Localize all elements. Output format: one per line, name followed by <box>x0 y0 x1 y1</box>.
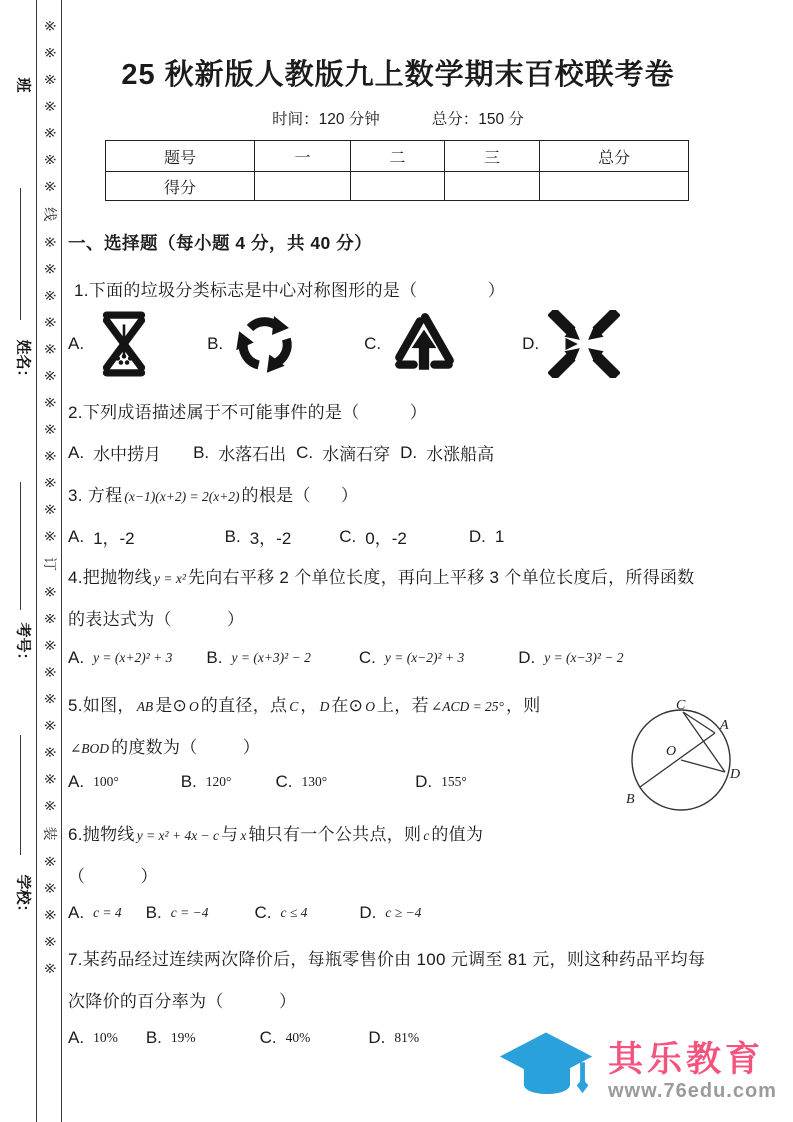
question-7-options <box>68 1028 419 1048</box>
option-b <box>146 903 209 923</box>
question-6-line1 <box>68 820 483 845</box>
option-d <box>415 772 467 792</box>
formula: y = x² <box>153 571 186 586</box>
name-label: 姓名： <box>14 339 32 385</box>
option-text: 水涨船高 <box>426 445 495 464</box>
score-table-header: 三 <box>445 141 540 172</box>
option-text: 0，-2 <box>365 529 407 548</box>
option-b <box>207 313 298 375</box>
question-6-options <box>68 903 421 923</box>
question-text: 的直径，点 <box>200 696 288 715</box>
question-text: 先向右平移 2 个单位长度，再向上平移 3 个单位长度后，所得函数 <box>187 568 695 587</box>
option-d <box>400 440 494 465</box>
score-cell <box>351 172 445 201</box>
option-label: C. <box>364 334 382 353</box>
section-heading: 一、选择题（每小题 4 分，共 40 分） <box>68 233 373 253</box>
option-a <box>68 524 135 549</box>
option-value: 120° <box>205 774 232 789</box>
question-text: 是⊙ <box>155 696 188 715</box>
binding-rule-right <box>61 0 62 1122</box>
option-formula: c ≤ 4 <box>280 905 308 920</box>
option-formula: c ≥ −4 <box>385 905 422 920</box>
option-b <box>225 524 292 549</box>
option-b <box>193 440 286 465</box>
option-a <box>68 1028 118 1048</box>
formula: D <box>319 699 330 714</box>
option-formula: y = (x+2)² + 3 <box>93 650 173 665</box>
class-fill-line <box>20 188 21 320</box>
score-table-header: 一 <box>255 141 351 172</box>
question-4-line1 <box>68 563 695 588</box>
question-text: 的根是（ ） <box>241 486 359 505</box>
question-5-line2 <box>68 733 260 758</box>
option-d <box>518 648 623 668</box>
score-table-header: 题号 <box>106 141 255 172</box>
option-label: D. <box>368 1028 386 1047</box>
formula: ∠BOD <box>70 741 110 756</box>
question-text: 的度数为（ ） <box>111 738 261 757</box>
option-label: A. <box>68 526 85 546</box>
option-label: B. <box>224 526 241 546</box>
formula: C <box>289 699 299 714</box>
question-3-options <box>68 524 504 549</box>
name-fill-line <box>20 482 21 610</box>
option-c <box>339 524 407 549</box>
question-text: ， <box>300 696 318 715</box>
option-a <box>68 648 172 668</box>
option-label: B. <box>193 442 210 462</box>
question-7-line1: 7.某药品经过连续两次降价后，每瓶零售价由 100 元调至 81 元，则这种药品平均每 <box>68 950 706 969</box>
binding-line-band: ※※※※※※※线※※※※※※※※※※※※订※※※※※※※※※装※※※※※ <box>42 20 58 990</box>
recycle-icon <box>232 313 298 375</box>
option-d <box>368 1028 419 1048</box>
option-a <box>68 310 155 378</box>
option-label: D. <box>359 903 377 922</box>
brand-logo <box>496 1030 777 1115</box>
question-4-options <box>68 648 624 668</box>
question-5-options <box>68 772 467 792</box>
formula: y = x² + 4x − c <box>136 828 220 843</box>
option-formula: c = 4 <box>93 905 122 920</box>
point-label-c: C <box>676 700 686 713</box>
score-table-header: 总分 <box>540 141 689 172</box>
option-text: 1 <box>494 526 505 546</box>
option-text: 水滴石穿 <box>322 445 391 464</box>
page-title: 25 秋新版人教版九上数学期末百校联考卷 <box>121 59 675 91</box>
question-text: 在⊙ <box>331 696 364 715</box>
question-text: 6.抛物线 <box>68 825 135 844</box>
exam-no-label: 考号： <box>14 622 32 668</box>
option-label: C. <box>275 772 293 791</box>
option-label: A. <box>68 1028 85 1047</box>
triangle-arrow-icon <box>390 312 458 376</box>
question-text: 5.如图， <box>68 696 135 715</box>
brand-website: www.76edu.com <box>608 1080 777 1103</box>
option-value: 10% <box>93 1030 118 1045</box>
converging-arrows-icon <box>548 310 620 378</box>
exam-no-fill-line <box>20 735 21 855</box>
question-6-line2: （ ） <box>68 867 158 886</box>
formula: x <box>240 828 247 843</box>
option-text: 1，-2 <box>93 529 135 548</box>
circle-diagram <box>618 700 748 820</box>
score-cell <box>445 172 540 201</box>
score-table-header-row <box>106 141 689 172</box>
option-text: 3，-2 <box>249 529 292 548</box>
option-label: C. <box>339 526 357 546</box>
option-value: 155° <box>441 774 467 789</box>
option-label: D. <box>468 526 486 546</box>
formula: O <box>189 699 199 714</box>
option-label: A. <box>68 772 85 791</box>
option-label: A. <box>68 903 85 922</box>
question-text: 4.把抛物线 <box>68 568 152 587</box>
point-label-d: D <box>730 767 741 782</box>
option-label: B. <box>180 772 197 791</box>
option-value: 19% <box>170 1030 196 1045</box>
formula: O <box>365 699 375 714</box>
question-1-text: 1.下面的垃圾分类标志是中心对称图形的是（ ） <box>74 281 506 300</box>
option-b <box>206 648 310 668</box>
score-table <box>105 140 689 201</box>
brand-text-block <box>608 1039 777 1104</box>
question-7-line2: 次降价的百分率为（ ） <box>68 992 297 1011</box>
option-label: C. <box>259 1028 277 1047</box>
score-cell <box>255 172 351 201</box>
total-info: 总分：150 分 <box>431 111 524 128</box>
point-label-b: B <box>626 792 635 807</box>
formula: AB <box>136 699 154 714</box>
option-label: C. <box>296 442 314 462</box>
option-d <box>469 527 504 547</box>
option-value: 100° <box>93 774 119 789</box>
formula: (x−1)(x+2) = 2(x+2) <box>124 489 240 504</box>
option-b <box>181 772 232 792</box>
option-d <box>522 310 620 378</box>
option-label: D. <box>415 772 433 791</box>
option-b <box>146 1028 196 1048</box>
hourglass-icon <box>93 310 155 378</box>
class-label: 班 <box>14 77 32 93</box>
option-label: B. <box>145 903 162 922</box>
score-table-header: 二 <box>351 141 445 172</box>
formula: ∠ACD = 25° <box>430 699 504 714</box>
question-text: ，则 <box>505 696 541 715</box>
score-row-label: 得分 <box>106 172 255 201</box>
binding-rule-left <box>36 0 37 1122</box>
option-label: A. <box>68 648 85 667</box>
option-label: D. <box>400 442 418 462</box>
option-value: 81% <box>394 1030 420 1045</box>
exam-paper <box>68 0 785 1122</box>
option-c <box>275 772 327 792</box>
option-c <box>254 903 307 923</box>
score-table-row <box>106 172 689 201</box>
question-2-options <box>68 440 494 465</box>
question-4-line2: 的表达式为（ ） <box>68 610 245 629</box>
option-label: D. <box>518 648 536 667</box>
option-a <box>68 440 161 465</box>
option-label: A. <box>68 334 85 353</box>
question-text: 轴只有一个公共点，则 <box>248 825 422 844</box>
question-text: 上，若 <box>376 696 429 715</box>
question-5-line1 <box>68 691 613 716</box>
option-label: B. <box>145 1028 162 1047</box>
question-text: 3. 方程 <box>68 486 123 505</box>
option-c <box>260 1028 311 1048</box>
brand-name: 其乐教育 <box>608 1039 765 1079</box>
option-label: B. <box>207 334 224 353</box>
option-a <box>68 903 122 923</box>
score-cell <box>540 172 689 201</box>
question-text: 的值为 <box>431 825 484 844</box>
question-3-text <box>68 481 358 506</box>
option-c <box>364 312 458 376</box>
question-1-options <box>68 308 620 380</box>
graduation-cap-icon <box>496 1030 596 1115</box>
point-label-a: A <box>720 718 729 733</box>
option-formula: y = (x−3)² − 2 <box>544 650 624 665</box>
point-label-o: O <box>666 744 677 759</box>
option-value: 130° <box>301 774 328 789</box>
option-label: C. <box>254 903 272 922</box>
option-formula: c = −4 <box>170 905 209 920</box>
option-label: C. <box>358 648 376 667</box>
option-formula: y = (x−2)² + 3 <box>384 650 465 665</box>
option-d <box>359 903 421 923</box>
time-info: 时间：120 分钟 <box>272 111 380 128</box>
question-2-text: 2.下列成语描述属于不可能事件的是（ ） <box>68 403 428 422</box>
exam-meta <box>68 107 728 129</box>
option-label: D. <box>522 334 540 353</box>
question-text: 与 <box>221 825 239 844</box>
option-c <box>296 440 390 465</box>
option-formula: y = (x+3)² − 2 <box>231 650 311 665</box>
option-label: B. <box>206 648 223 667</box>
option-value: 40% <box>285 1030 311 1045</box>
option-a <box>68 772 119 792</box>
option-c <box>359 648 464 668</box>
option-text: 水中捞月 <box>93 445 162 464</box>
option-text: 水落石出 <box>218 445 287 464</box>
school-label: 学校： <box>14 874 32 920</box>
formula: c <box>423 828 430 843</box>
option-label: A. <box>68 442 85 462</box>
